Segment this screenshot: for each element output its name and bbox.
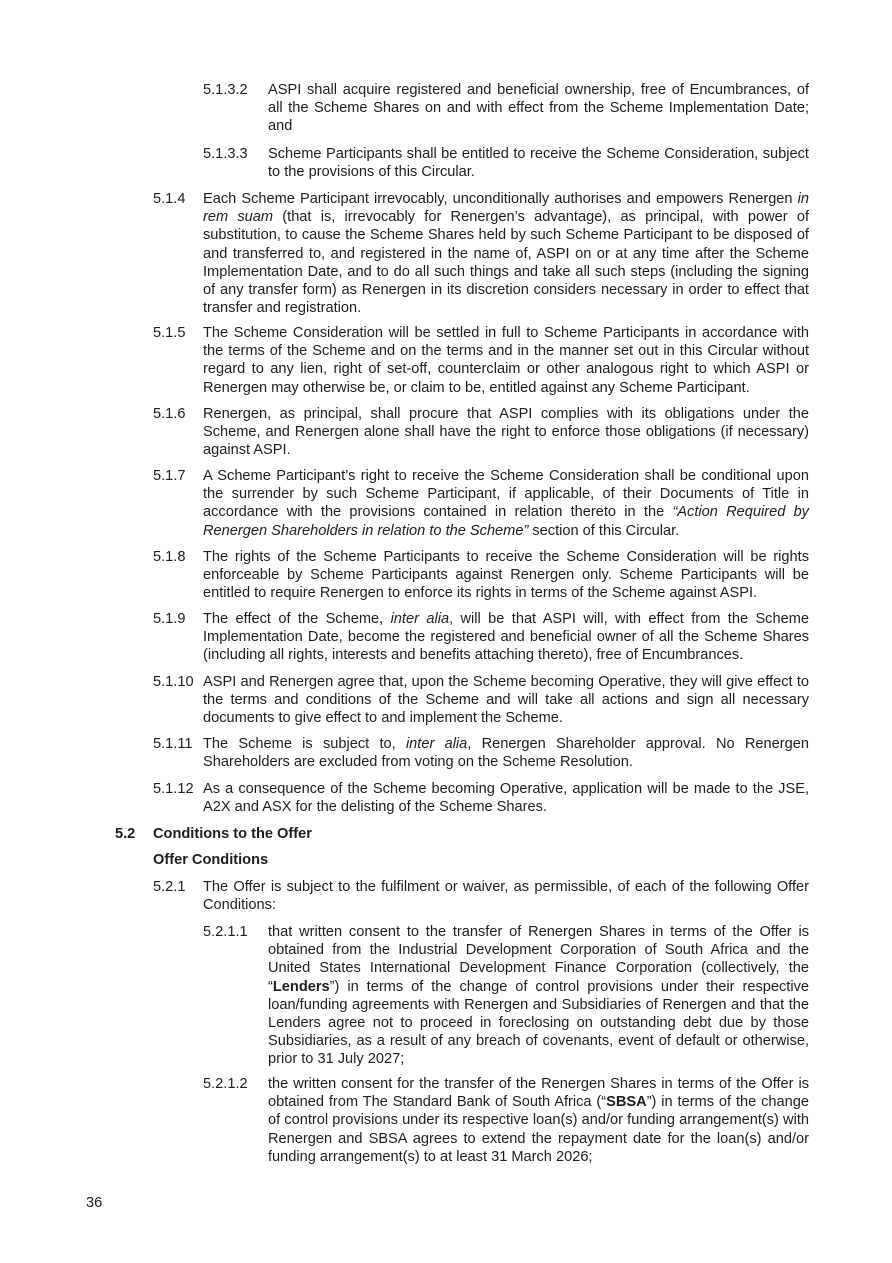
clause-number: 5.2.1.1 [203, 924, 248, 940]
section-5-2-heading [115, 825, 809, 843]
clause-number: 5.1.3.2 [203, 82, 248, 98]
clause-number: 5.1.7 [153, 468, 186, 484]
clause-number: 5.1.10 [153, 674, 194, 690]
clause-text-part: the written consent for the transfer of the Renergen Shares in terms of the Offer is obtained from The Standard Bank of South Africa (“ [268, 1076, 809, 1111]
clause-text-italic: in rem suam [203, 191, 809, 226]
clause-5-1-8 [153, 548, 809, 603]
clause-5-1-12 [153, 780, 809, 816]
clause-number: 5.1.5 [153, 325, 186, 341]
clause-5-2-1-2 [203, 1075, 809, 1166]
clause-5-2-1-1 [203, 923, 809, 1069]
clause-text-part: The Scheme is subject to, [203, 736, 396, 752]
clause-number: 5.1.9 [153, 611, 186, 627]
clause-text [203, 735, 809, 771]
clause-number: 5.1.12 [153, 781, 194, 797]
clause-text: As a consequence of the Scheme becoming Operative, application will be made to the JSE, A2X and ASX for the delisting of the Scheme Shares. [203, 781, 809, 816]
clause-text-bold: SBSA [606, 1094, 647, 1111]
clause-text: The Offer is subject to the fulfilment or waiver, as permissible, of each of the following Offer Conditions: [203, 879, 809, 914]
clause-text-part: ”) in terms of the change of control provisions under their respective loan/funding agreements with Renergen and Subsidiaries of Renergen and that the Lenders agree not to proceed in foreclosing on outstanding debt due by those Subsidiaries, as a result of any breach of covenants, event of default or otherwise, prior to 31 July 2027; [268, 978, 809, 1068]
clause-text [203, 190, 809, 317]
clause-text-italic: inter alia [390, 611, 450, 627]
clause-5-1-5 [153, 324, 809, 397]
clause-text-part: (that is, irrevocably for Renergen’s advantage), as principal, with power of substitution, to cause the Scheme Shares held by such Scheme Participant to be disposed of and transferred to, and registered in the name of, ASPI on or at any time after the Scheme Implementation Date, and to do all such things and take all such steps (including the signing of any transfer form) as Renergen in its discretion considers necessary in order to effect that transfer and registration. [203, 209, 810, 317]
clause-text-part: , Renergen Shareholder approval. No Renergen Shareholders are excluded from voting on the Scheme Resolution. [203, 736, 809, 771]
clause-5-1-3-3 [203, 145, 809, 181]
clause-text: ASPI and Renergen agree that, upon the Scheme becoming Operative, they will give effect to the terms and conditions of the Scheme and will take all actions and sign all necessary documents to give effect to and implement the Scheme. [203, 674, 809, 727]
clause-text: Scheme Participants shall be entitled to receive the Scheme Consideration, subject to the provisions of this Circular. [268, 146, 809, 181]
clause-text-part: section of this Circular. [532, 522, 680, 539]
clause-text [203, 610, 809, 665]
clause-text-italic: “Action Required by Renergen Shareholders in relation to the Scheme” [203, 504, 809, 539]
clause-number: 5.1.4 [153, 191, 186, 207]
offer-conditions-subheading: Offer Conditions [153, 852, 269, 868]
clause-5-1-11 [153, 735, 809, 771]
clause-text-part: Each Scheme Participant irrevocably, unconditionally authorises and empowers Renergen [203, 191, 793, 207]
clause-text: The rights of the Scheme Participants to receive the Scheme Consideration will be rights enforceable by Scheme Participants against Renergen only. Scheme Participants will be entitled to require Renergen to enforce its rights in terms of the Scheme against ASPI. [203, 549, 809, 602]
clause-text-part: ”) in terms of the change of control provisions under its respective loan(s) and/or funding arrangement(s) with Renergen and SBSA agrees to extend the repayment date for the loan(s) and/or funding arrangement(s) to at least 31 March 2026; [268, 1094, 809, 1165]
section-title: Conditions to the Offer [153, 826, 312, 842]
clause-number: 5.2.1 [153, 879, 186, 895]
clause-text-bold: Lenders [272, 978, 330, 995]
clause-text [203, 467, 809, 540]
clause-text-italic: inter alia [405, 736, 468, 752]
clause-number: 5.1.8 [153, 549, 186, 565]
clause-5-2-1 [153, 878, 809, 914]
clause-text [268, 923, 809, 1069]
clause-number: 5.2.1.2 [203, 1076, 248, 1092]
clause-text-part: that written consent to the transfer of Renergen Shares in terms of the Offer is obtained from the Industrial Development Corporation of South Africa and the United States International Development Finance Corporation (collectively, the “ [268, 924, 809, 995]
section-number: 5.2 [115, 826, 136, 842]
clause-5-1-7 [153, 467, 809, 540]
clause-text: The Scheme Consideration will be settled in full to Scheme Participants in accordance with the terms of the Scheme and on the terms and in the manner set out in this Circular without regard to any lien, right of set-off, counterclaim or other analogous right to which ASPI or Renergen may otherwise be, or claim to be, entitled against any Scheme Participant. [203, 325, 809, 396]
clause-5-1-3-2 [203, 81, 809, 136]
clause-5-1-10 [153, 673, 809, 728]
clause-5-1-4 [153, 190, 809, 317]
clause-number: 5.1.11 [153, 736, 193, 752]
clause-number: 5.1.3.3 [203, 146, 248, 162]
clause-text: Renergen, as principal, shall procure that ASPI complies with its obligations under the Scheme, and Renergen alone shall have the right to enforce those obligations (if necessary) against ASPI. [203, 406, 809, 459]
page-number: 36 [86, 1195, 103, 1211]
clause-text-part: The effect of the Scheme, [203, 611, 384, 627]
clause-number: 5.1.6 [153, 406, 186, 422]
clause-text [268, 1075, 809, 1166]
clause-text-part: A Scheme Participant’s right to receive the Scheme Consideration shall be conditional upon the surrender by such Scheme Participant, if applicable, of their Documents of Title in accordance with the provisions contained in relation thereto in the [203, 468, 809, 521]
clause-5-1-6 [153, 405, 809, 460]
clause-5-1-9 [153, 610, 809, 665]
clause-text-part: , will be that ASPI will, with effect from the Scheme Implementation Date, become the registered and beneficial owner of all the Scheme Shares (including all rights, interests and benefits attaching thereto), free of Encumbrances. [203, 611, 809, 664]
clause-text: ASPI shall acquire registered and beneficial ownership, free of Encumbrances, of all the Scheme Shares on and with effect from the Scheme Implementation Date; and [268, 82, 809, 135]
